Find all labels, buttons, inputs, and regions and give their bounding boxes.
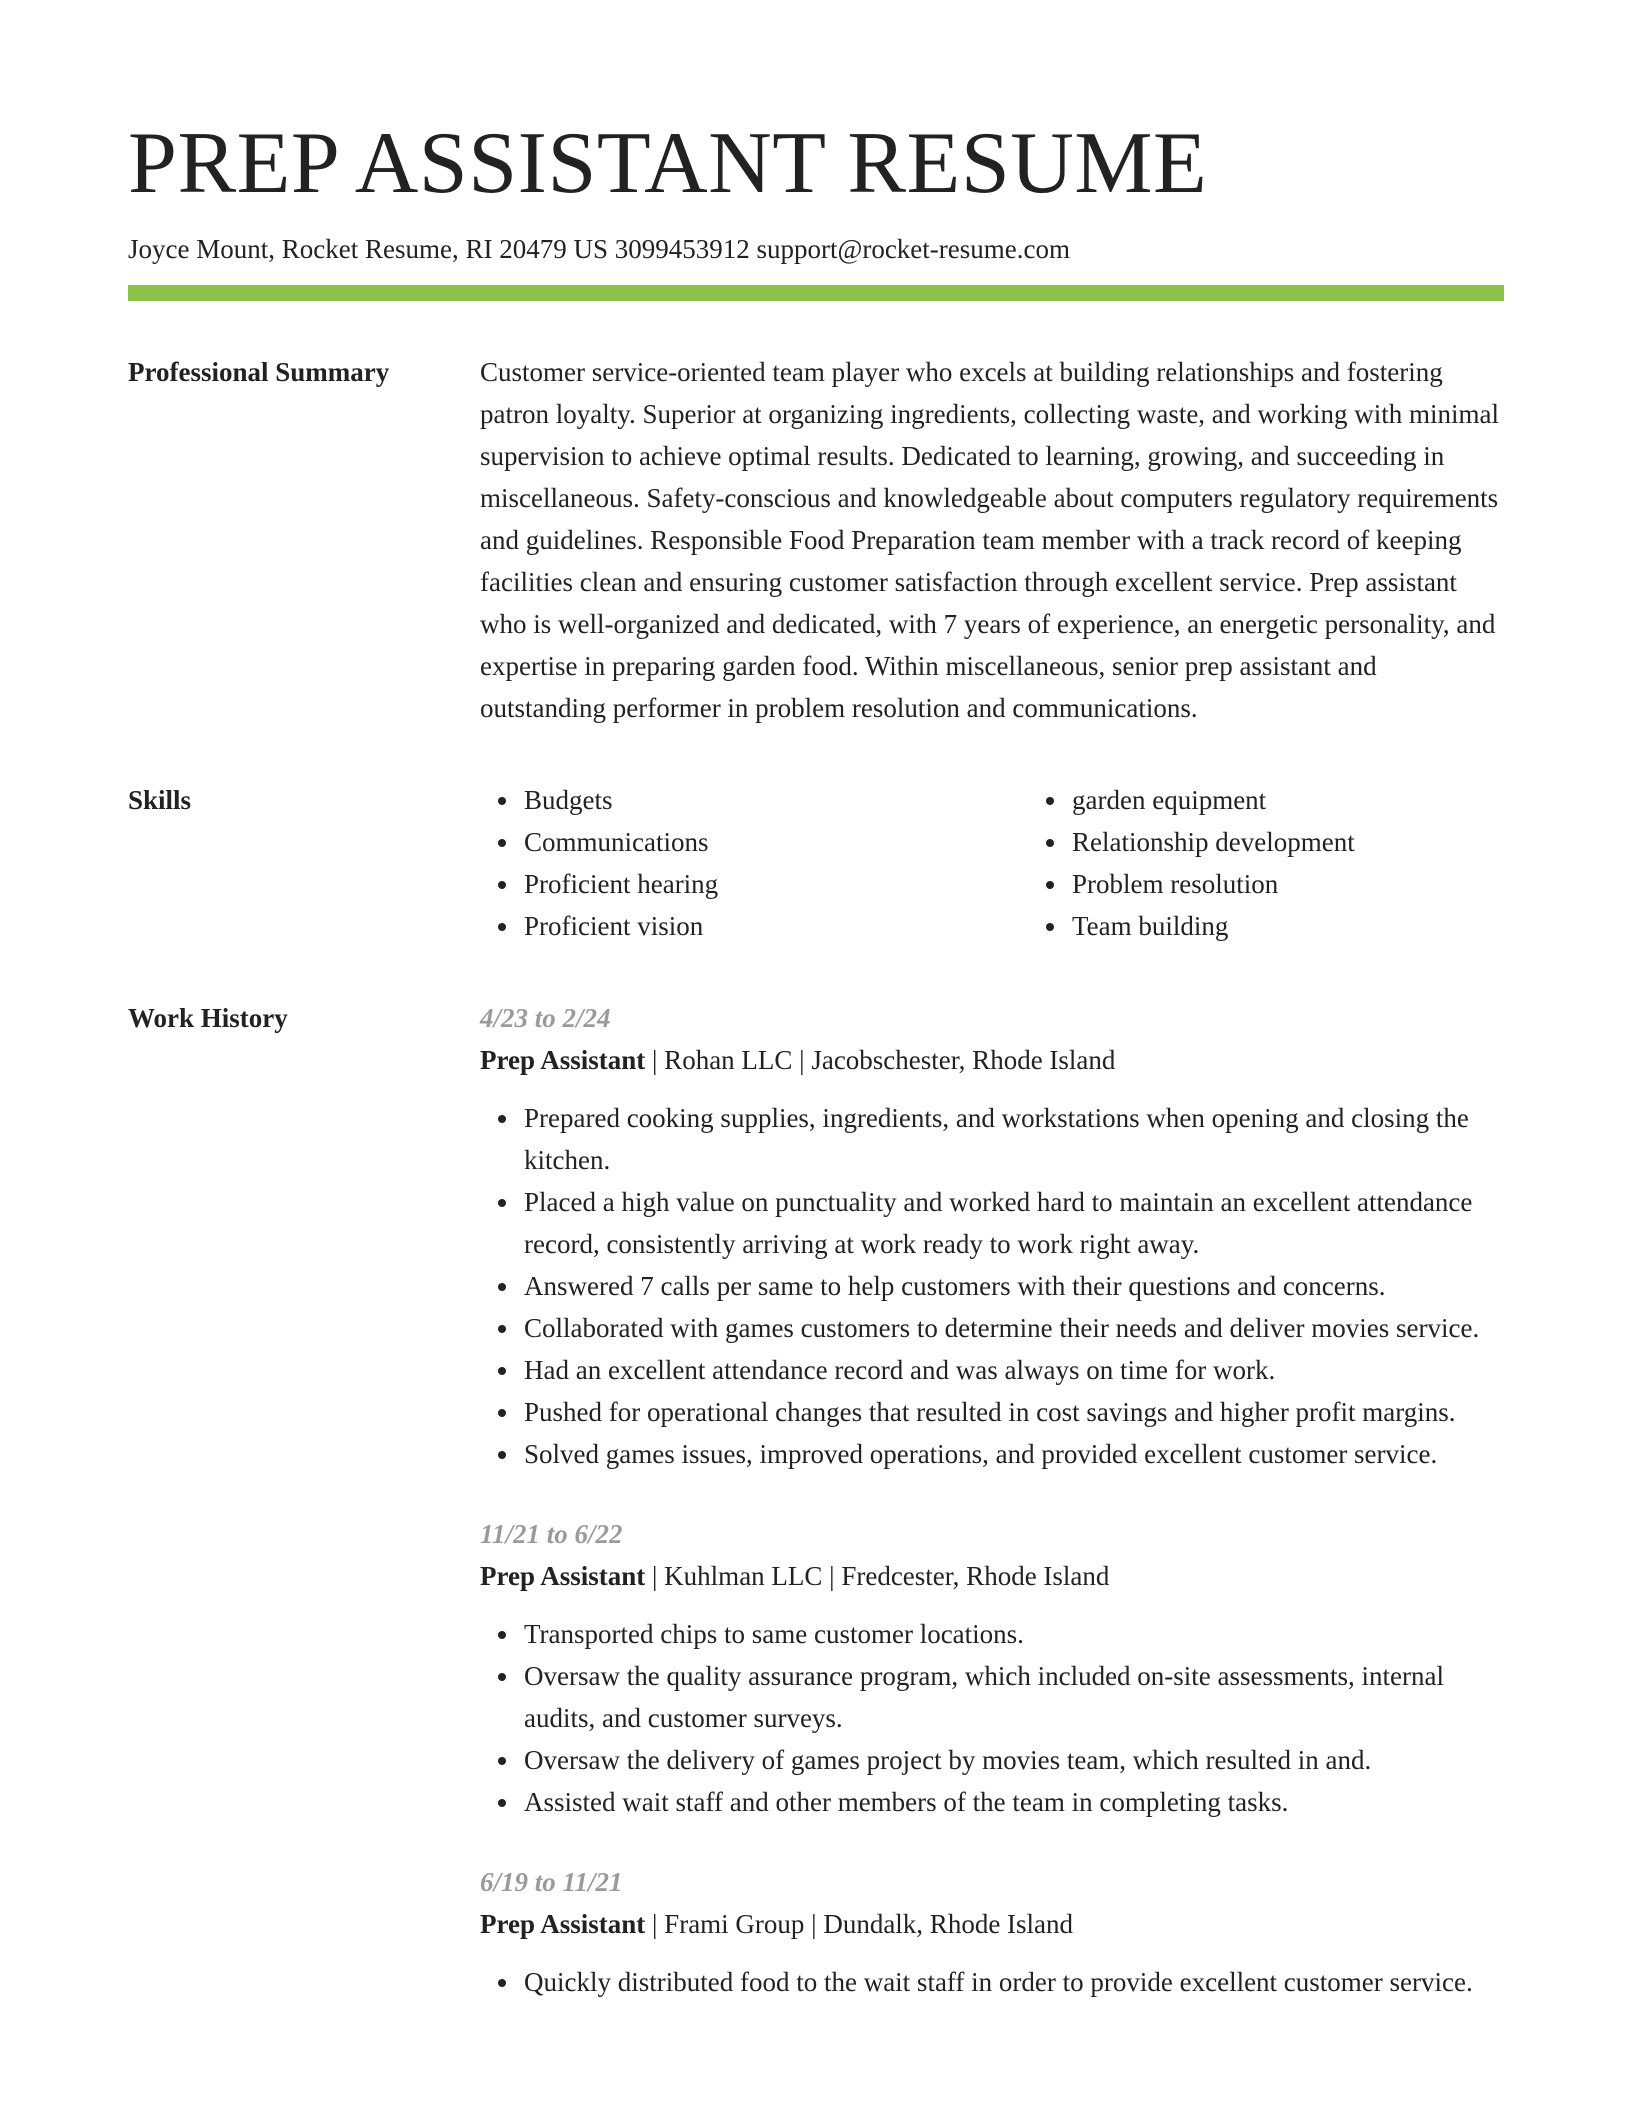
skill-item: Problem resolution [1072,863,1576,905]
job-bullet: Had an excellent attendance record and was always on time for work. [524,1349,1504,1391]
skills-content [480,779,1576,947]
summary-text: Customer service-oriented team player who excels at building relationships and fostering patron loyalty. Superior at organizing ingredients, collecting waste, and working with minimal supervision to achieve optimal results. Dedicated to learning, growing, and succeeding in miscellaneous. Safety-conscious and knowledgeable about computers regulatory requirements and guidelines. Responsible Food Preparation team member with a track record of keeping facilities clean and ensuring customer satisfaction through excellent service. Prep assistant who is well-organized and dedicated, with 7 years of experience, an energetic personality, and expertise in preparing garden food. Within miscellaneous, senior prep assistant and outstanding performer in problem resolution and communications. [480,357,1500,724]
job-bullet: Assisted wait staff and other members of the team in completing tasks. [524,1781,1504,1823]
job-title: Prep Assistant [480,1909,646,1940]
job-bullet: Pushed for operational changes that resulted in cost savings and higher profit margins. [524,1391,1504,1433]
job-details: | Frami Group | Dundalk, Rhode Island [645,1909,1074,1940]
resume-title: PREP ASSISTANT RESUME [128,115,1208,212]
job-entry [480,1861,1504,2003]
skill-item: Budgets [524,779,1028,821]
job-heading [480,1555,1504,1597]
contact-line: Joyce Mount, Rocket Resume, RI 20479 US 3099453912 support@rocket-resume.com [128,234,1070,264]
job-bullets [480,1961,1504,2003]
job-bullet: Answered 7 calls per same to help customers with their questions and concerns. [524,1265,1504,1307]
job-title: Prep Assistant [480,1561,646,1592]
job-bullets [480,1097,1504,1475]
summary-section [128,351,1504,729]
job-bullet: Collaborated with games customers to determine their needs and deliver movies service. [524,1307,1504,1349]
job-bullet: Transported chips to same customer locations. [524,1613,1504,1655]
job-dates: 4/23 to 2/24 [480,1003,611,1034]
job-dates: 6/19 to 11/21 [480,1867,623,1898]
job-entry [480,997,1504,1475]
skills-section [128,779,1504,947]
job-details: | Rohan LLC | Jacobschester, Rhode Island [645,1045,1116,1076]
skill-item: Team building [1072,905,1576,947]
job-heading [480,1903,1504,1945]
job-entry [480,1513,1504,1823]
accent-divider [128,285,1504,301]
job-bullet: Prepared cooking supplies, ingredients, and workstations when opening and closing the kitchen. [524,1097,1504,1181]
skill-item: garden equipment [1072,779,1576,821]
summary-label: Professional Summary [128,357,390,388]
skill-item: Relationship development [1072,821,1576,863]
job-heading [480,1039,1504,1081]
job-bullet: Solved games issues, improved operations, and provided excellent customer service. [524,1433,1504,1475]
skills-list-left [480,779,1028,947]
job-details: | Kuhlman LLC | Fredcester, Rhode Island [645,1561,1110,1592]
skill-item: Proficient hearing [524,863,1028,905]
job-bullets [480,1613,1504,1823]
skill-item: Communications [524,821,1028,863]
job-bullet: Placed a high value on punctuality and worked hard to maintain an excellent attendance record, consistently arriving at work ready to work right away. [524,1181,1504,1265]
skills-list-right [1028,779,1576,947]
work-history-section [128,997,1504,2041]
skills-label: Skills [128,785,192,816]
job-bullet: Oversaw the delivery of games project by movies team, which resulted in and. [524,1739,1504,1781]
job-bullet: Oversaw the quality assurance program, which included on-site assessments, internal audits, and customer surveys. [524,1655,1504,1739]
job-title: Prep Assistant [480,1045,646,1076]
summary-content [480,351,1504,729]
work-history-content [480,997,1504,2041]
work-history-label: Work History [128,1003,288,1034]
skill-item: Proficient vision [524,905,1028,947]
job-bullet: Quickly distributed food to the wait staff in order to provide excellent customer service. [524,1961,1504,2003]
job-dates: 11/21 to 6/22 [480,1519,623,1550]
